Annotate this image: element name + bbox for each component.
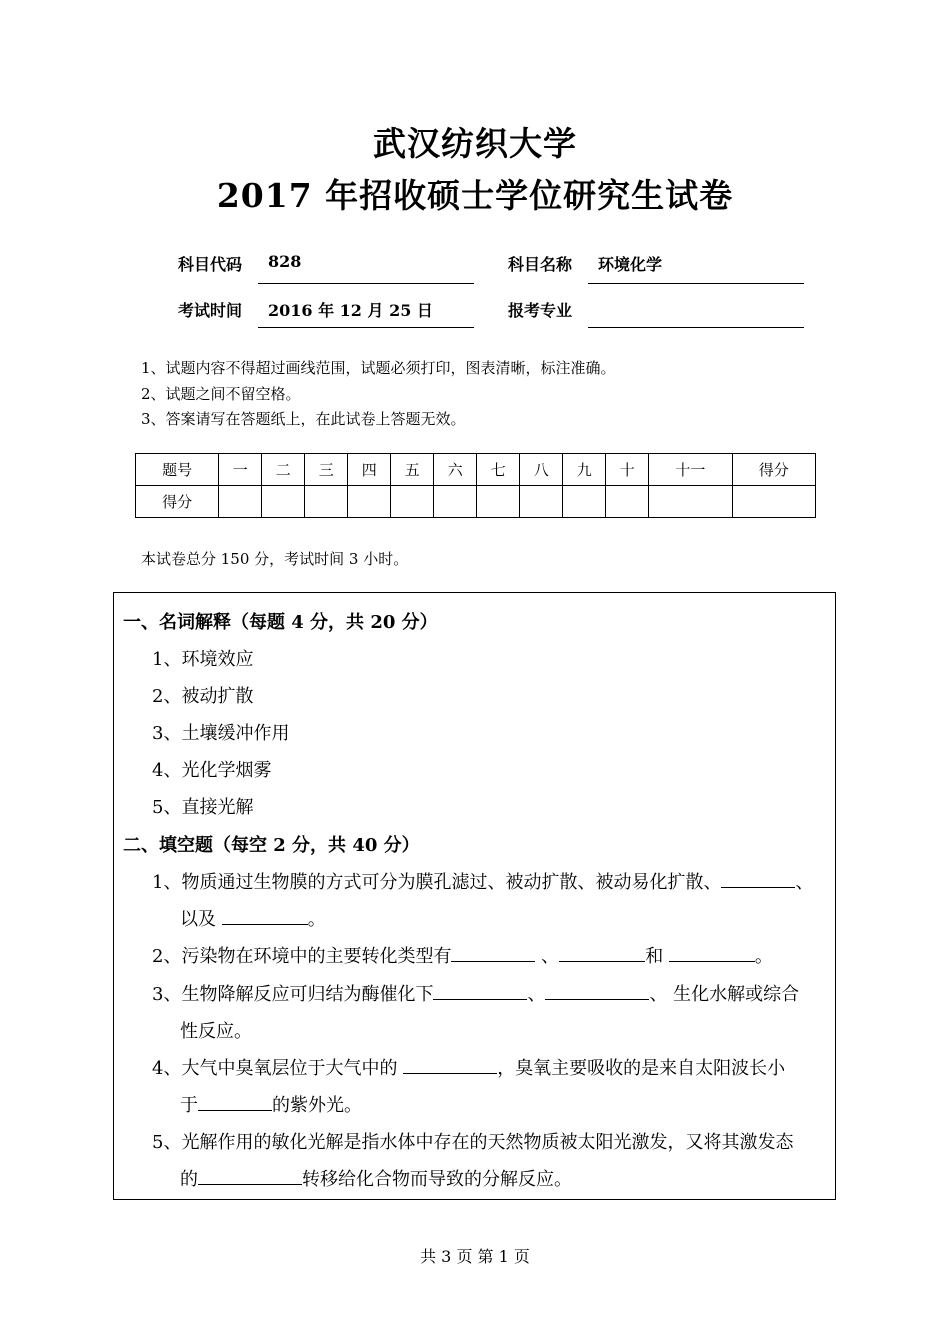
fill-q3-line2: 性反应。 [180, 1021, 252, 1042]
score-table [135, 453, 816, 518]
term-2: 2、被动扩散 [152, 686, 254, 707]
score-cell [649, 486, 732, 518]
score-header-cell: 一 [219, 454, 262, 486]
section2-title: 二、填空题（每空 2 分，共 40 分） [123, 835, 420, 856]
answer-blank [222, 906, 308, 925]
term-3: 3、土壤缓冲作用 [152, 723, 290, 744]
score-cell [477, 486, 520, 518]
fill-q3-line1 [152, 980, 799, 1006]
score-cell [219, 486, 262, 518]
score-cell [606, 486, 649, 518]
fill-q4-line2 [180, 1091, 362, 1117]
code-value: 828 [268, 252, 302, 271]
score-cell [520, 486, 563, 518]
q3-text-b: 、 [527, 984, 546, 1005]
score-header-cell: 八 [520, 454, 563, 486]
score-header-cell: 三 [305, 454, 348, 486]
q2-text-a: 2、污染物在环境中的主要转化类型有 [152, 946, 452, 967]
score-header-row [136, 454, 816, 486]
answer-blank [198, 1166, 302, 1185]
name-value: 环境化学 [598, 255, 663, 274]
q4-text-a: 4、大气中臭氧层位于大气中的 [152, 1058, 404, 1079]
score-cell [732, 486, 815, 518]
score-header-cell: 二 [262, 454, 305, 486]
score-cell [391, 486, 434, 518]
term-5: 5、直接光解 [152, 797, 254, 818]
university-title: 武汉纺织大学 [373, 124, 577, 163]
score-cell [348, 486, 391, 518]
answer-blank [721, 869, 795, 888]
score-header-cell: 得分 [732, 454, 815, 486]
answer-blank [545, 981, 649, 1000]
q5-text-b: 的 [180, 1169, 198, 1190]
answer-blank [559, 943, 645, 962]
q1-text-a-end: 、 [795, 872, 814, 893]
q3-text-c: 、 生化水解或综合 [649, 984, 800, 1005]
q4-text-c: 于 [180, 1095, 198, 1116]
time-value: 2016 年 12 月 25 日 [268, 301, 433, 320]
fill-q2 [152, 942, 773, 968]
q5-text-c: 转移给化合物而导致的分解反应。 [302, 1169, 572, 1190]
score-header-cell: 十一 [649, 454, 732, 486]
q4-text-d: 的紫外光。 [272, 1095, 362, 1116]
score-cell [563, 486, 606, 518]
note-1: 1、试题内容不得超过画线范围，试题必须打印，图表清晰，标注准确。 [141, 359, 616, 377]
score-cell [262, 486, 305, 518]
q2-text-d: 。 [754, 946, 773, 967]
note-2: 2、试题之间不留空格。 [141, 385, 301, 403]
fill-q1-line2 [180, 905, 326, 931]
score-header-cell: 五 [391, 454, 434, 486]
code-underline [258, 283, 474, 284]
score-value-row [136, 486, 816, 518]
score-header-cell: 十 [606, 454, 649, 486]
q2-text-b: 、 [535, 946, 560, 967]
fill-q1-line1 [152, 868, 813, 894]
exam-summary: 本试卷总分 150 分，考试时间 3 小时。 [141, 550, 409, 568]
time-label: 考试时间 [178, 301, 243, 320]
answer-blank [669, 943, 755, 962]
score-header-cell: 六 [434, 454, 477, 486]
score-header-cell: 题号 [136, 454, 219, 486]
score-cell [434, 486, 477, 518]
page-footer: 共 3 页 第 1 页 [420, 1247, 530, 1266]
fill-q5-line1: 5、光解作用的敏化光解是指水体中存在的天然物质被太阳光激发，又将其激发态 [152, 1132, 794, 1153]
q1-text-b: 以及 [180, 909, 222, 930]
term-1: 1、环境效应 [152, 649, 254, 670]
fill-q4-line1 [152, 1054, 785, 1080]
exam-title: 2017 年招收硕士学位研究生试卷 [216, 176, 734, 215]
time-underline [258, 327, 474, 328]
answer-blank [433, 981, 527, 1000]
name-underline [588, 283, 804, 284]
code-label: 科目代码 [178, 255, 243, 274]
term-4: 4、光化学烟雾 [152, 760, 272, 781]
answer-blank [451, 943, 535, 962]
score-row-label: 得分 [136, 486, 219, 518]
section1-title: 一、名词解释（每题 4 分，共 20 分） [123, 612, 438, 633]
q4-text-b: ，臭氧主要吸收的是来自太阳波长小 [497, 1058, 786, 1079]
q2-text-c: 和 [645, 946, 669, 967]
note-3: 3、答案请写在答题纸上，在此试卷上答题无效。 [141, 410, 466, 428]
fill-q5-line2 [180, 1165, 572, 1191]
major-underline [588, 327, 804, 328]
q1-text-b-end: 。 [307, 909, 326, 930]
score-header-cell: 四 [348, 454, 391, 486]
q3-text-a: 3、生物降解反应可归结为酶催化下 [152, 984, 434, 1005]
q1-text-a: 1、物质通过生物膜的方式可分为膜孔滤过、被动扩散、被动易化扩散、 [152, 872, 722, 893]
score-cell [305, 486, 348, 518]
answer-blank [198, 1092, 272, 1111]
score-header-cell: 九 [563, 454, 606, 486]
answer-blank [403, 1055, 497, 1074]
score-header-cell: 七 [477, 454, 520, 486]
name-label: 科目名称 [508, 255, 573, 274]
major-label: 报考专业 [508, 301, 573, 320]
